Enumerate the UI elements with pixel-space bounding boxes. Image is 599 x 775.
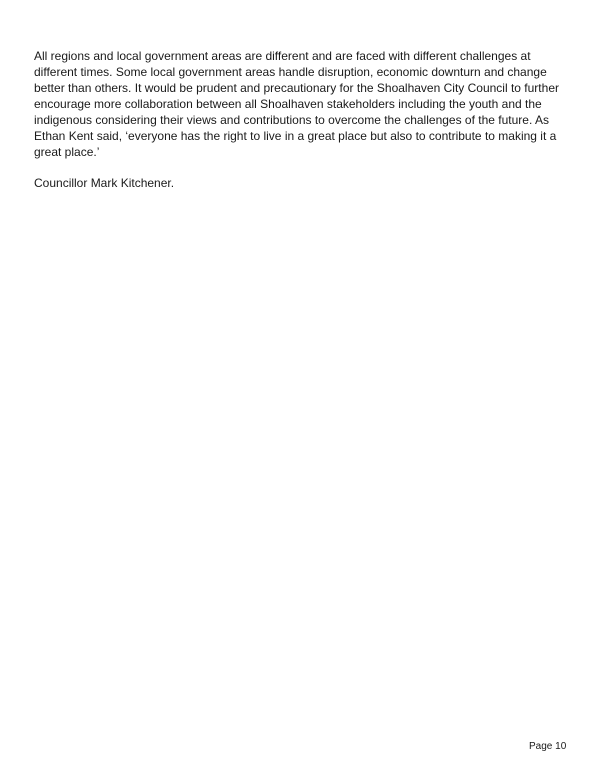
signature-line: Councillor Mark Kitchener. (34, 176, 175, 190)
page-number: Page 10 (529, 741, 567, 752)
paragraph-line: Ethan Kent said, ‘everyone has the right to live in a great place but also to contribute to making it a (34, 129, 557, 143)
paragraph-line: great place.’ (34, 145, 100, 159)
paragraph-line: different times. Some local government areas handle disruption, economic downturn and change (34, 65, 547, 79)
paragraph-line: indigenous considering their views and contributions to overcome the challenges of the future. As (34, 113, 549, 127)
paragraph-line: All regions and local government areas are different and are faced with different challenges at (34, 49, 531, 63)
body-paragraph (34, 48, 574, 160)
paragraph-line: better than others. It would be prudent and precautionary for the Shoalhaven City Council to further (34, 81, 559, 95)
paragraph-line: encourage more collaboration between all Shoalhaven stakeholders including the youth and the (34, 97, 542, 111)
